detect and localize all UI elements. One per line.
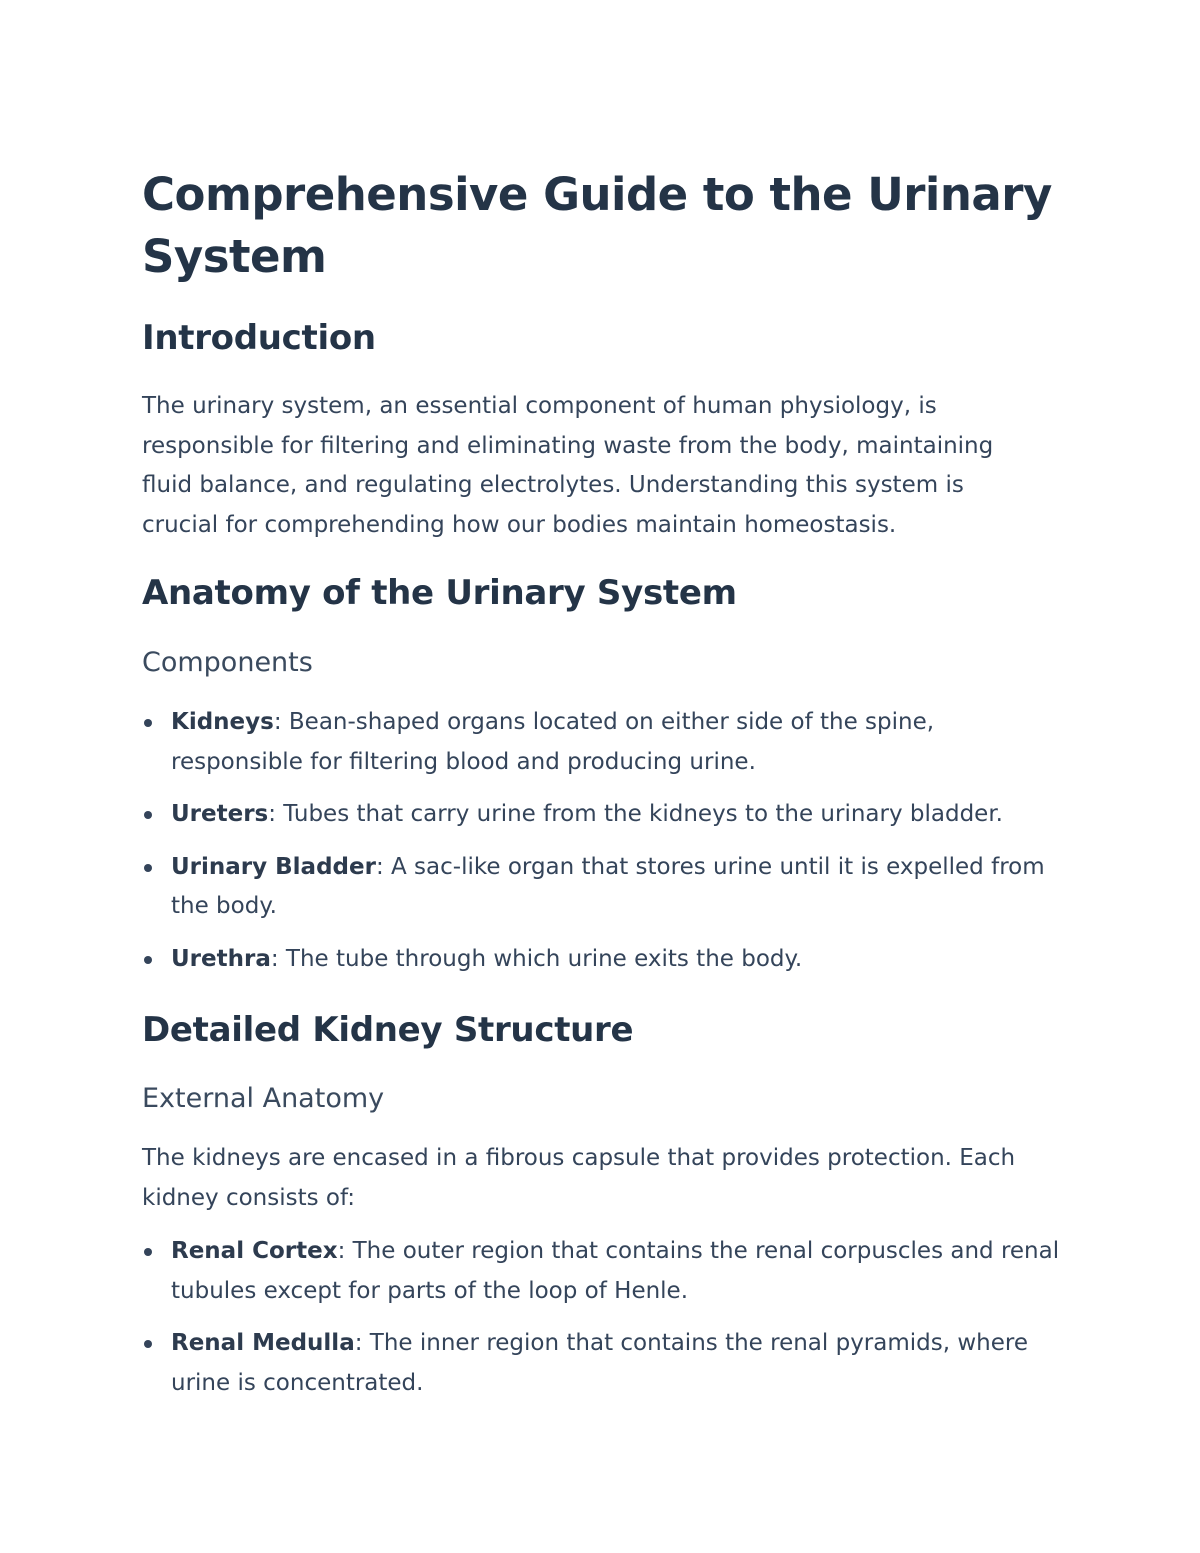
bullet-icon [144,864,152,872]
subheading-external-anatomy: External Anatomy [142,1083,385,1114]
heading-kidney-structure: Detailed Kidney Structure [142,1010,634,1050]
bullet-icon [144,811,152,819]
components-list [142,703,1062,992]
list-item-ureters [142,795,1062,835]
desc-ureters: : Tubes that carry urine from the kidneys to the urinary bladder. [268,801,1003,827]
document-title: Comprehensive Guide to the Urinary System [142,168,1052,283]
list-item-renal-cortex [142,1232,1062,1311]
list-item-urinary-bladder [142,848,1062,927]
desc-renal-medulla: : The inner region that contains the renal pyramids, where urine is concentrated. [171,1330,1028,1396]
desc-urinary-bladder: : A sac-like organ that stores urine until it is expelled from the body. [171,853,1045,919]
term-renal-cortex: Renal Cortex [171,1238,338,1264]
desc-renal-cortex: : The outer region that contains the renal corpuscles and renal tubules except for parts of the loop of Henle. [171,1238,1060,1304]
bullet-icon [144,719,152,727]
kidney-regions-list [142,1232,1062,1416]
term-urinary-bladder: Urinary Bladder [171,853,376,880]
desc-urethra: : The tube through which urine exits the body. [270,945,803,972]
list-item-urethra [142,940,1062,980]
term-renal-medulla: Renal Medulla [171,1330,355,1356]
bullet-icon [144,1248,152,1256]
desc-kidneys: : Bean-shaped organs located on either side of the spine, responsible for filtering blood and producing urine. [171,709,935,775]
term-ureters: Ureters [171,801,269,827]
term-urethra: Urethra [171,945,271,972]
heading-anatomy: Anatomy of the Urinary System [142,573,737,613]
list-item-renal-medulla [142,1324,1062,1403]
introduction-paragraph: The urinary system, an essential component of human physiology, is responsible for filtering and eliminating waste from the body, maintaining fluid balance, and regulating electrolytes. Understanding this system is crucial for comprehending how our bodies maintain homeostasis. [142,393,994,538]
bullet-icon [144,1340,152,1348]
kidney-paragraph: The kidneys are encased in a fibrous capsule that provides protection. Each kidney consists of: [142,1145,1016,1211]
term-kidneys: Kidneys [171,709,274,735]
list-item-kidneys [142,703,1062,782]
bullet-icon [144,956,152,964]
heading-introduction: Introduction [142,318,376,358]
subheading-components: Components [142,647,313,678]
